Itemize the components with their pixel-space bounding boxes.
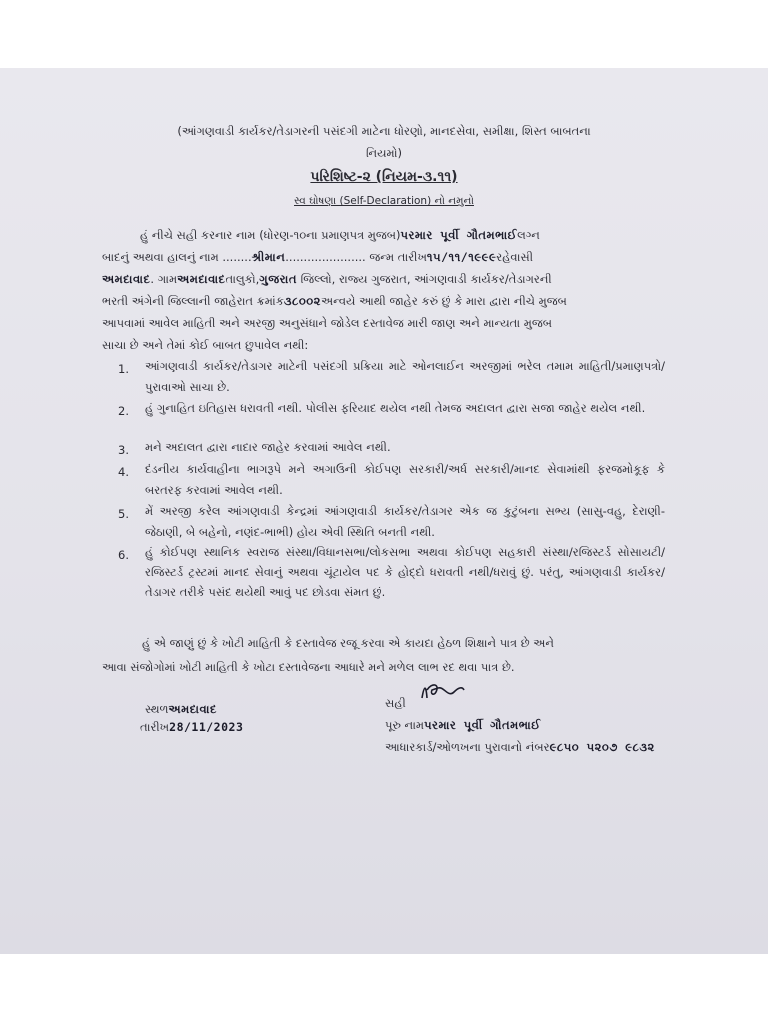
list-item: આંગણવાડી કાર્યકર/તેડાગર માટેની પસંદગી પ્રક્રિયા માટે ઓનલાઈન અરજીમાં ભરેલ તમામ માહિતી/પ્રમાણપત્રો/પુરાવાઓ સાચા છે. (145, 359, 665, 394)
list-item: હું કોઈપણ સ્થાનિક સ્વરાજ સંસ્થા/વિધાનસભા/લોકસભા અથવા કોઈપણ સહકારી સંસ્થા/રજિસ્ટર્ડ સોસાયટી/રજિસ્ટર્ડ ટ્રસ્ટમાં માનદ સેવાનું અથવા ચૂંટાયેલ પદ કે હોદ્દો ધરાવતી નથી/ધરાવું છું. પરંતુ, આંગણવાડી કાર્યકર/તેડાગર તરીકે પસંદ થયેથી આવું પદ છોડવા સંમત છું. (145, 545, 665, 599)
place-value: અમદાવાદ (168, 702, 217, 716)
item-number: 3. (118, 443, 129, 457)
list-item: મને અદાલત દ્વારા નાદાર જાહેર કરવામાં આવેલ નથી. (145, 440, 391, 454)
document-page (0, 68, 768, 954)
closing-line-2: આવા સંજોગોમાં ખોટી માહિતી કે ખોટા દસ્તાવેજના આધારે મને મળેલ લાભ રદ થવા પાત્ર છે. (102, 660, 515, 674)
item-number: 4. (118, 465, 129, 479)
advertisement-number: ૩૮૦૦૨ (283, 294, 321, 308)
body-line-6: સાચા છે અને તેમાં કોઈ બાબત છુપાવેલ નથી: (102, 338, 309, 352)
body-line-5: આપવામાં આવેલ માહિતી અને અરજી અનુસંધાને જોડેલ દસ્તાવેજ મારી જાણ અને માન્યતા મુજબ (102, 316, 552, 330)
item-number: 1. (118, 362, 129, 376)
fullname-field: પૂરુ નામપરમાર પૂર્વી ગૌતમભાઈ (385, 718, 541, 732)
item-number: 5. (118, 507, 129, 521)
header-line-1: (આંગણવાડી કાર્યકર/તેડાગરની પસંદગી માટેના ધોરણો, માનદસેવા, સમીક્ષા, શિસ્ત બાબતના (177, 124, 591, 138)
aadhaar-field: આધારકાર્ડ/ઓળખના પુરાવાનો નંબર૯૮૫૦ ૫૨૦૭ ૯૮૩૨ (385, 740, 655, 754)
signature (418, 680, 468, 704)
body-line-4: ભરતી અંગેની જિલ્લાની જાહેરાત ક્રમાંક૩૮૦૦૨અન્વયે આથી જાહેર કરું છું કે મારા દ્વારા નીચે મુજબ (102, 294, 567, 308)
item-number: 2. (118, 404, 129, 418)
page-title: પરિશિષ્ટ-૨ (નિયમ-૩.૧૧) (310, 169, 458, 185)
fullname-value: પરમાર પૂર્વી ગૌતમભાઈ (424, 718, 541, 732)
married-name: શ્રીમાન (251, 250, 286, 264)
body-line-2: બાદનું અથવા હાલનું નામ ........શ્રીમાન...................... જન્મ તારીખ૧૫/૧૧/૧૯૯૯રહેવાસી (102, 250, 533, 264)
closing-line-1: હું એ જાણું છું કે ખોટી માહિતી કે દસ્તાવેજ રજૂ કરવા એ કાયદા હેઠળ શિક્ષાને પાત્ર છે અને (142, 636, 554, 650)
header-line-2: નિયમો) (365, 146, 403, 160)
village: અમદાવાદ (177, 272, 226, 286)
list-item: દંડનીય કાર્યવાહીના ભાગરૂપે મને અગાઉની કોઈપણ સરકારી/અર્ધ સરકારી/માનદ સેવામાંથી ફરજમોકૂફ કે બરતરફ કરવામાં આવેલ નથી. (145, 462, 665, 497)
body-line-3: અમદાવાદ. ગામઅમદાવાદતાલુકો,ગુજરાત જિલ્લો, રાજ્ય ગુજરાત, આંગણવાડી કાર્યકર/તેડાગરની (102, 272, 552, 286)
body-line-1: હું નીચે સહી કરનાર નામ (ધોરણ-૧૦ના પ્રમાણપત્ર મુજબ)પરમાર પૂર્વી ગૌતમભાઈલગ્ન (140, 228, 540, 242)
page-subtitle: સ્વ ઘોષણા (Self-Declaration) નો નમુનો (294, 195, 474, 207)
date-field: તારીખ28/11/2023 (140, 720, 244, 734)
birth-date: ૧૫/૧૧/૧૯૯૯ (426, 250, 497, 264)
place-field: સ્થળઅમદાવાદ (145, 702, 217, 716)
district: ગુજરાત (259, 272, 297, 286)
residence: અમદાવાદ (102, 272, 151, 286)
aadhaar-value: ૯૮૫૦ ૫૨૦૭ ૯૮૩૨ (549, 740, 655, 754)
applicant-name: પરમાર પૂર્વી ગૌતમભાઈ (400, 228, 518, 242)
date-value: 28/11/2023 (169, 720, 244, 734)
list-item: હું ગુનાહિત ઇતિહાસ ધરાવતી નથી. પોલીસ ફરિયાદ થયેલ નથી તેમજ અદાલત દ્વારા સજા જાહેર થયેલ નથી. (145, 401, 646, 415)
signature-label: સહી (385, 696, 406, 710)
item-number: 6. (118, 548, 129, 562)
list-item: મેં અરજી કરેલ આંગણવાડી કેન્દ્રમાં આંગણવાડી કાર્યકર/તેડાગર એક જ કુટુંબના સભ્ય (સાસુ-વહુ, દેરાણી-જેઠાણી, બે બહેનો, નણંદ-ભાભી) હોય એવી સ્થિતિ બનતી નથી. (145, 504, 665, 539)
